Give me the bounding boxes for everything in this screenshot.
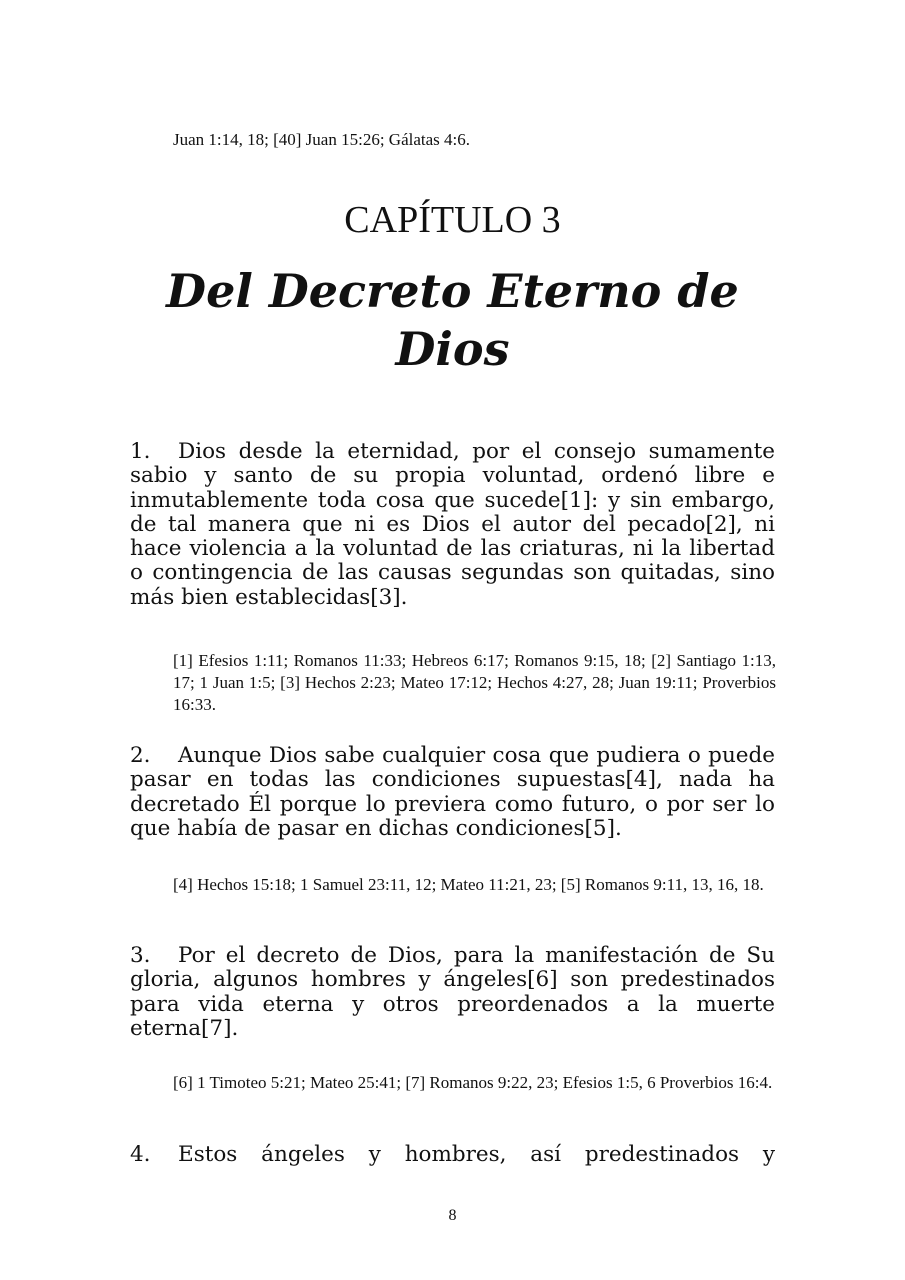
paragraph-3 xyxy=(130,944,775,1041)
paragraph-number: 1. xyxy=(130,439,151,464)
chapter-label: CAPÍTULO 3 xyxy=(344,199,561,241)
footnote-references: [1] Efesios 1:11; Romanos 11:33; Hebreos 6:17; Romanos 9:15, 18; [2] Santiago 1:13, 17; 1 Juan 1:5; [3] Hechos 2:23; Mateo 17:12; Hechos 4:27, 28; Juan 19:11; Proverbios 16:33. xyxy=(173,651,776,714)
paragraph-1 xyxy=(130,440,775,610)
page-number: 8 xyxy=(448,1207,457,1224)
paragraph-text: Dios desde la eternidad, por el consejo sumamente sabio y santo de su propia voluntad, ordenó libre e inmutablemente toda cosa que sucede[1]: y sin embargo, de tal manera que ni es Dios el autor del pecado[2], ni hace violencia a la voluntad de las criaturas, ni la libertad o contingencia de las causas segundas son quitadas, sino más bien establecidas[3]. xyxy=(130,439,775,610)
paragraph-text: Por el decreto de Dios, para la manifestación de Su gloria, algunos hombres y ángeles[6] son predestinados para vida eterna y otros preordenados a la muerte eterna[7]. xyxy=(130,943,775,1041)
paragraph-2 xyxy=(130,744,775,841)
paragraph-number: 3. xyxy=(130,943,151,968)
chapter-title: Del Decreto Eterno de Dios xyxy=(166,264,739,376)
paragraph-number: 4. xyxy=(130,1142,151,1167)
paragraph-text: Aunque Dios sabe cualquier cosa que pudiera o puede pasar en todas las condiciones supuestas[4], nada ha decretado Él porque lo previera como futuro, o por ser lo que había de pasar en dichas condiciones[5]. xyxy=(130,743,775,841)
paragraph-number: 2. xyxy=(130,743,151,768)
paragraph-4 xyxy=(130,1143,775,1167)
paragraph-text: Estos ángeles y hombres, así predestinados y xyxy=(178,1142,775,1167)
footnote-references: [6] 1 Timoteo 5:21; Mateo 25:41; [7] Romanos 9:22, 23; Efesios 1:5, 6 Proverbios 16:4. xyxy=(173,1073,773,1092)
carryover-references: Juan 1:14, 18; [40] Juan 15:26; Gálatas 4:6. xyxy=(173,130,470,149)
footnote-references: [4] Hechos 15:18; 1 Samuel 23:11, 12; Mateo 11:21, 23; [5] Romanos 9:11, 13, 16, 18. xyxy=(173,875,764,894)
